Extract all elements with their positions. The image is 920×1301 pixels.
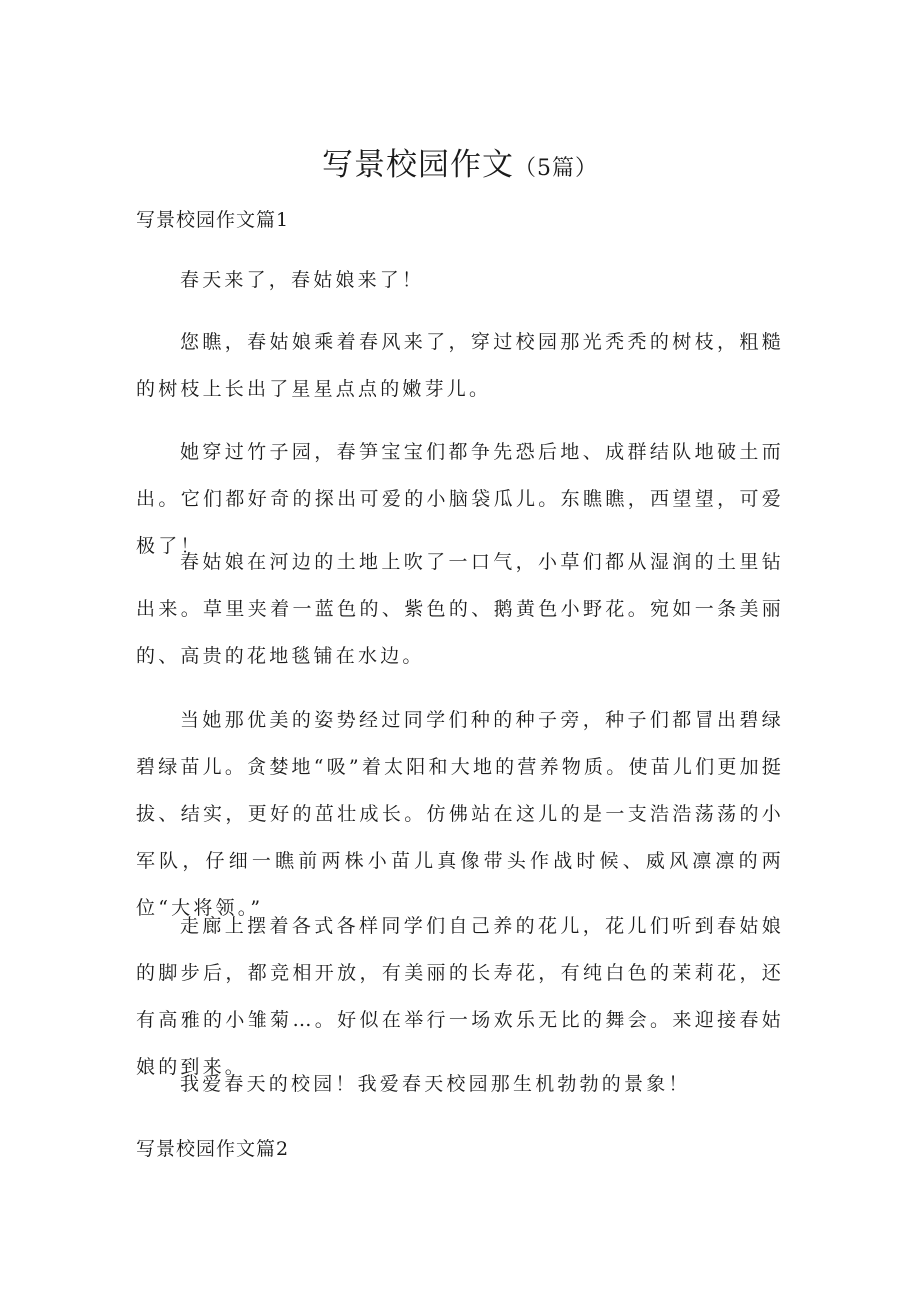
paragraph-7: 我爱春天的校园！我爱春天校园那生机勃勃的景象！	[180, 1073, 691, 1095]
paragraph-3: 她穿过竹子园，春笋宝宝们都争先恐后地、成群结队地破土而出。它们都好奇的探出可爱的小脑袋瓜儿。东瞧瞧，西望望，可爱极了！	[136, 441, 784, 557]
paragraph-4: 春姑娘在河边的土地上吹了一口气，小草们都从湿润的土里钻出来。草里夹着一蓝色的、紫色的、鹅黄色小野花。宛如一条美丽的、高贵的花地毯铺在水边。	[136, 551, 784, 667]
paragraph-5: 当她那优美的姿势经过同学们种的种子旁，种子们都冒出碧绿碧绿苗儿。贪婪地“吸”着太阳和大地的营养物质。使苗儿们更加挺拔、结实，更好的茁壮成长。仿佛站在这儿的是一支浩浩荡荡的小军队，仔细一瞧前两株小苗儿真像带头作战时候、威风凛凛的两位“大将领。”	[136, 709, 784, 919]
title-main: 写景校园作文	[322, 147, 514, 183]
paragraph-2: 您瞧，春姑娘乘着春风来了，穿过校园那光秃秃的树枝，粗糙的树枝上长出了星星点点的嫩芽儿。	[136, 331, 784, 400]
title-count: （5篇）	[514, 156, 598, 181]
section-heading-1: 写景校园作文篇1	[136, 209, 290, 231]
document-title	[0, 140, 920, 194]
paragraph-1: 春天来了，春姑娘来了！	[180, 269, 425, 291]
paragraph-6: 走廊上摆着各式各样同学们自己养的花儿，花儿们听到春姑娘的脚步后，都竞相开放，有美丽的长寿花，有纯白色的茉莉花，还有高雅的小雏菊…。好似在举行一场欢乐无比的舞会。来迎接春姑娘的到来。	[136, 915, 784, 1078]
section-heading-2: 写景校园作文篇2	[136, 1138, 290, 1160]
